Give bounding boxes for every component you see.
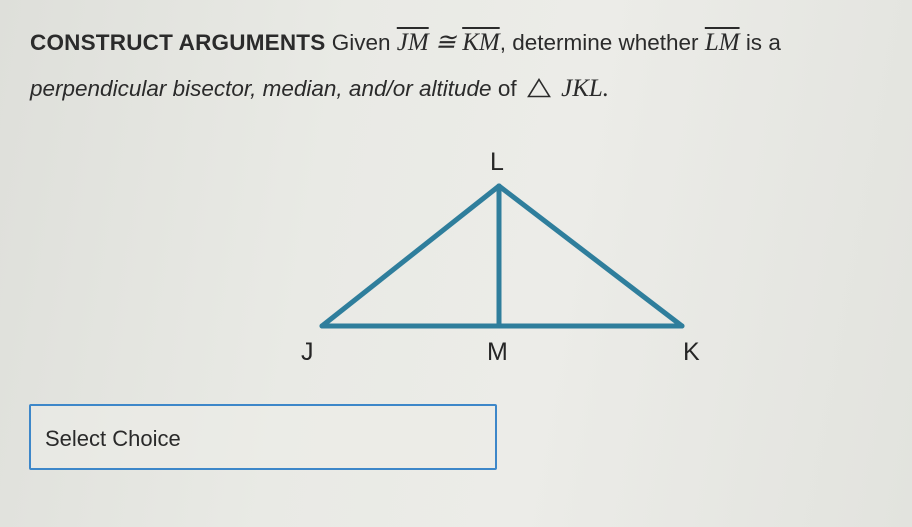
select-choice-dropdown[interactable] (29, 404, 497, 470)
vertex-label-l: L (490, 148, 504, 176)
segment-km: $\overline{KM}$ (462, 29, 500, 56)
select-choice-label: Select Choice (45, 426, 181, 451)
point-label-m: M (487, 338, 508, 366)
options-text: perpendicular bisector, median, and/or altitude (30, 76, 492, 101)
question-lead: CONSTRUCT ARGUMENTS (30, 30, 326, 55)
segment-jm: $\overline{JM}$ (396, 29, 429, 56)
given-word: Given (331, 30, 391, 55)
determine-text: , determine whether (499, 30, 699, 55)
segment-lk-line (499, 186, 682, 326)
segment-lm: $\overline{LM}$ (704, 29, 740, 56)
congruent-symbol: ≅ (434, 29, 456, 56)
vertex-label-j: J (301, 338, 314, 366)
vertex-label-k: K (683, 338, 700, 366)
segment-jl-line (322, 186, 499, 326)
of-text: of (497, 76, 517, 101)
triangle-name: JKL. (561, 75, 610, 102)
is-a-text: is a (745, 30, 781, 55)
triangle-jkl (322, 186, 682, 326)
